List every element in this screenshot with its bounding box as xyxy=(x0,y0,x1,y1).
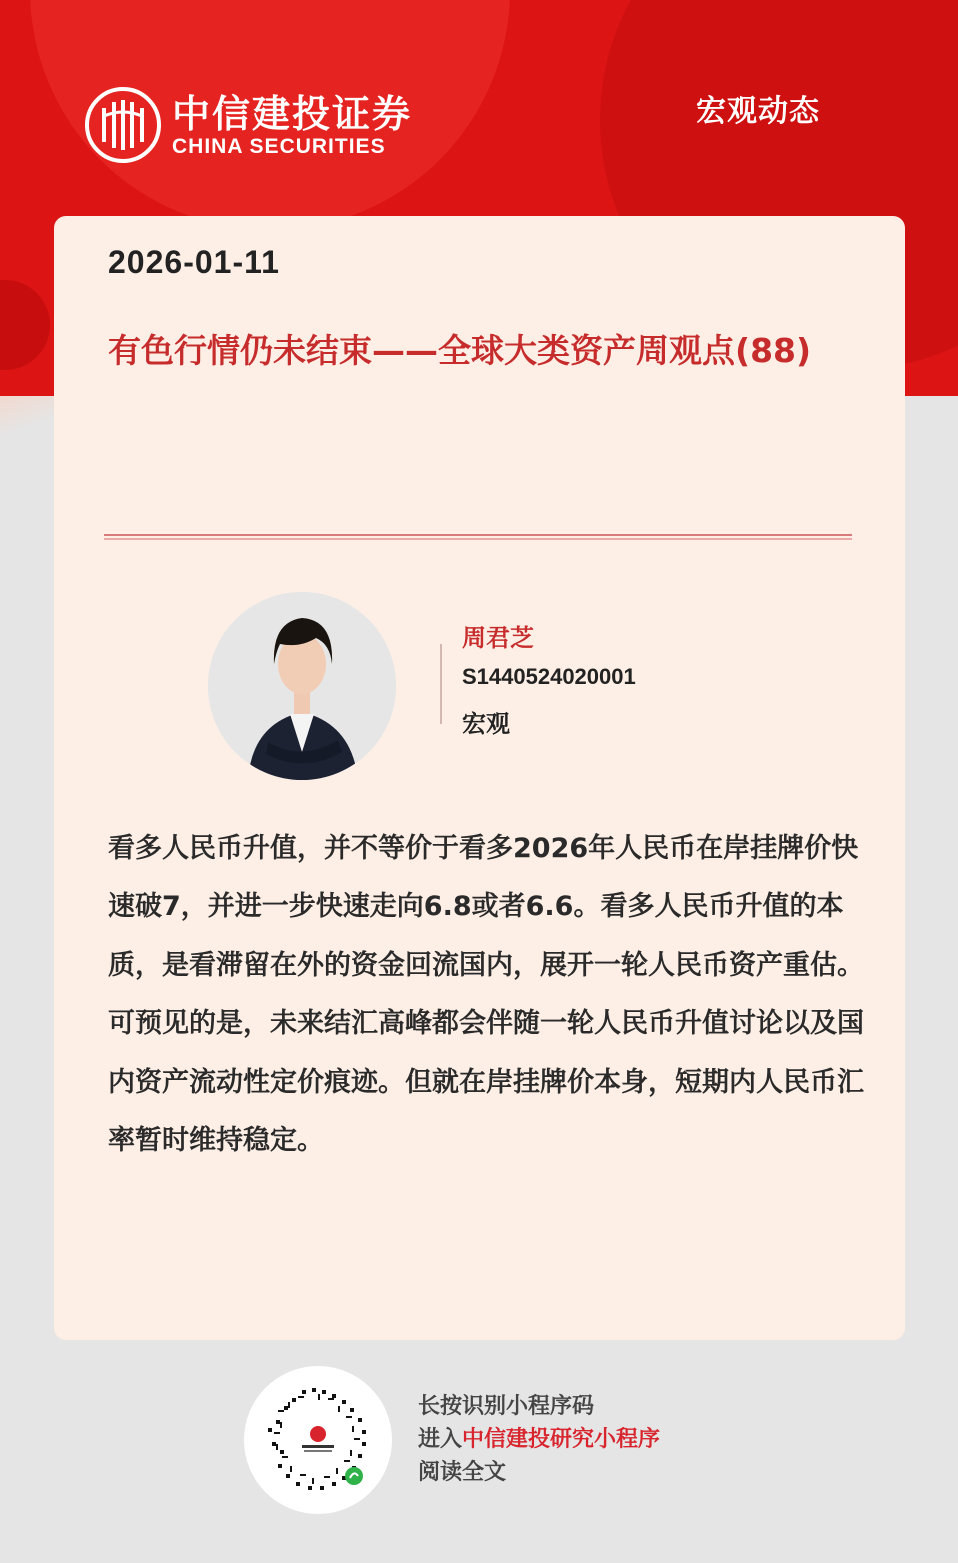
logo-en-text: CHINA SECURITIES xyxy=(172,135,386,158)
author-department: 宏观 xyxy=(462,710,510,738)
article-summary: 看多人民币升值，并不等价于看多2026年人民币在岸挂牌价快速破7，并进一步快速走向6.8或者6.6。看多人民币升值的本质，是看滞留在外的资金回流国内，展开一轮人民币资产重估。可预见的是，未来结汇高峰都会伴随一轮人民币升值讨论以及国内资产流动性定价痕迹。但就在岸挂牌价本身，短期内人民币汇率暂时维持稳定。 xyxy=(108,833,864,1157)
author-separator xyxy=(440,644,442,724)
publish-date: 2026-01-11 xyxy=(108,244,280,280)
author-avatar xyxy=(208,592,396,780)
qr-line-3: 阅读全文 xyxy=(418,1459,507,1485)
article-card xyxy=(54,216,905,1340)
mini-program-name: 中信建投研究小程序 xyxy=(462,1426,661,1452)
banner-circle xyxy=(0,280,50,370)
author-cert-number: S1440524020001 xyxy=(462,664,636,689)
qr-instructions xyxy=(418,1390,660,1489)
avatar-photo xyxy=(208,592,396,780)
title-divider xyxy=(104,534,852,540)
mini-program-icon xyxy=(345,1467,363,1485)
qr-line-2 xyxy=(418,1423,660,1456)
author-name: 周君芝 xyxy=(462,624,534,652)
decor-stripe xyxy=(0,396,54,436)
column-label: 宏观动态 xyxy=(696,94,820,129)
qr-line-1: 长按识别小程序码 xyxy=(418,1393,595,1419)
brand-logo xyxy=(84,86,412,164)
qr-line-2-prefix: 进入 xyxy=(418,1426,463,1452)
logo-mark-icon xyxy=(84,86,162,164)
article-title[interactable]: 有色行情仍未结束——全球大类资产周观点(88) xyxy=(108,331,812,370)
logo-cn-text: 中信建投证券 xyxy=(172,91,413,136)
qr-code-icon xyxy=(258,1380,378,1500)
qr-code[interactable] xyxy=(244,1366,392,1514)
